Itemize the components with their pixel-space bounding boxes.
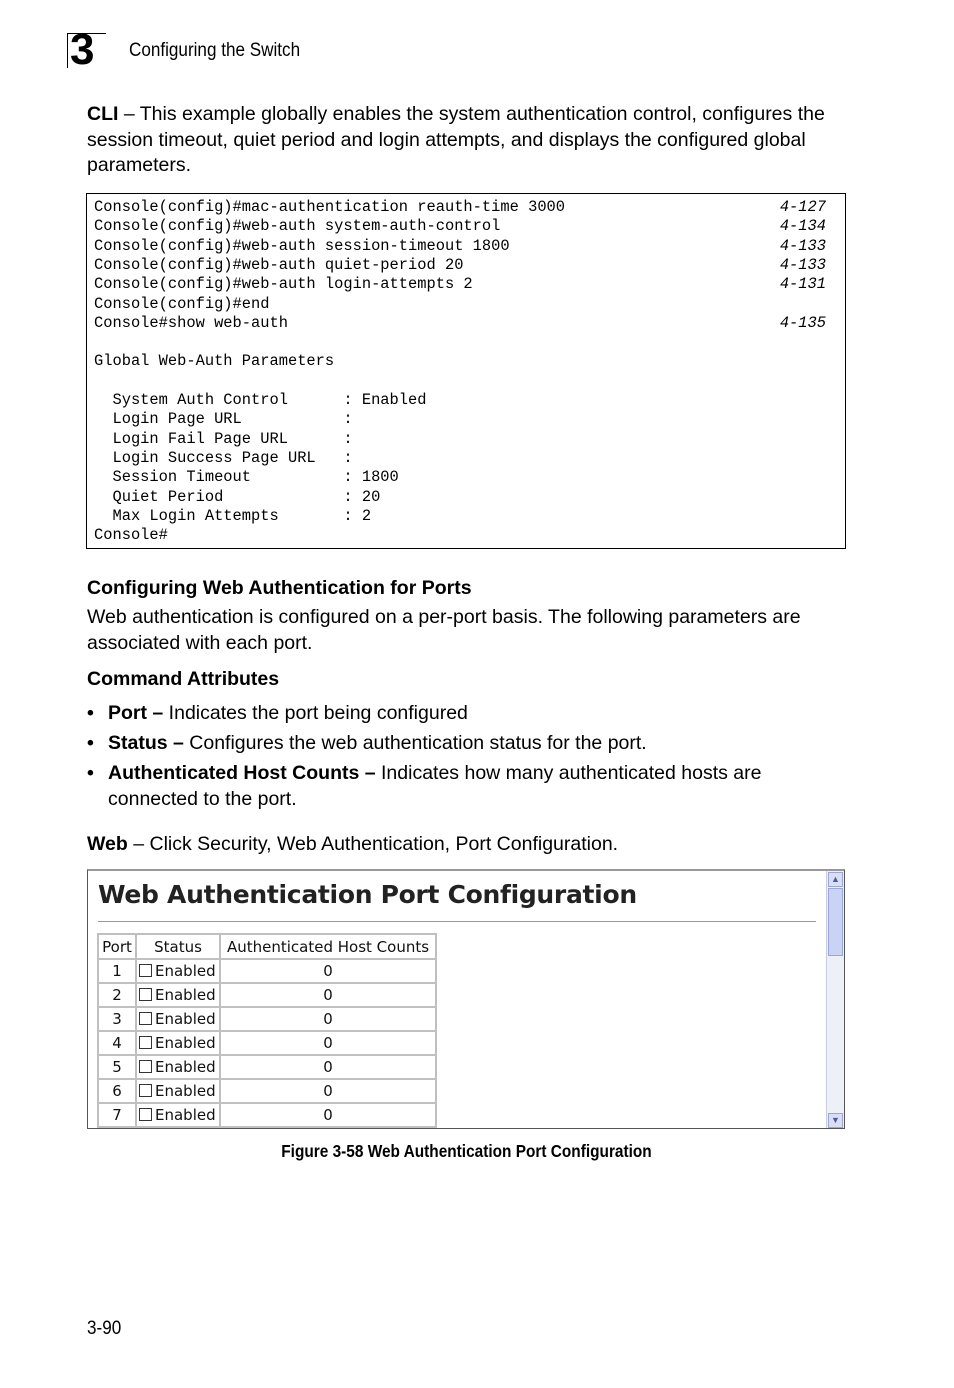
bullet-text <box>108 760 828 812</box>
host-count-cell: 0 <box>220 983 436 1007</box>
table-row <box>98 959 436 983</box>
enabled-label: Enabled <box>155 1106 216 1124</box>
scroll-down-button[interactable]: ▼ <box>828 1113 843 1128</box>
section-intro: Web authentication is configured on a per-port basis. The following parameters are associated with each port. <box>87 606 801 654</box>
code-command: Console(config)#web-auth login-attempts 2 <box>94 275 473 294</box>
command-attributes-heading: Command Attributes <box>87 668 280 690</box>
status-cell <box>136 983 220 1007</box>
code-command: Console#show web-auth <box>94 313 288 332</box>
code-line <box>94 217 834 236</box>
enabled-label: Enabled <box>155 986 216 1004</box>
code-command: Login Success Page URL : <box>94 448 353 467</box>
code-page-reference: 4-131 <box>779 275 826 294</box>
port-cell: 5 <box>98 1055 136 1079</box>
code-command: Console(config)#mac-authentication reauth-time 3000 <box>94 198 566 216</box>
code-command: Console# <box>94 526 168 545</box>
code-line <box>94 295 834 314</box>
code-line <box>94 507 834 526</box>
column-header-status: Status <box>136 934 220 959</box>
code-command: Global Web-Auth Parameters <box>94 352 335 371</box>
host-count-cell: 0 <box>220 1055 436 1079</box>
code-line <box>94 372 834 391</box>
code-command: Login Page URL : <box>94 410 353 429</box>
port-cell: 7 <box>98 1103 136 1127</box>
code-page-reference: 4-134 <box>779 217 826 236</box>
enabled-checkbox[interactable] <box>139 1012 152 1025</box>
table-row <box>98 1103 436 1127</box>
code-line <box>94 275 834 294</box>
code-line <box>94 488 834 507</box>
enabled-label: Enabled <box>155 1034 216 1052</box>
code-page-reference: 4-135 <box>779 313 826 332</box>
bullet-desc: Indicates the port being configured <box>163 702 468 724</box>
bullet-text <box>108 700 828 726</box>
code-command: Quiet Period : 20 <box>94 487 381 506</box>
vertical-scrollbar[interactable] <box>826 871 844 1129</box>
enabled-checkbox[interactable] <box>139 988 152 1001</box>
column-header-port: Port <box>98 934 136 959</box>
figure-caption <box>0 1141 932 1162</box>
code-line <box>94 198 834 217</box>
scroll-up-button[interactable]: ▲ <box>828 872 843 887</box>
code-line <box>94 391 834 410</box>
scroll-thumb[interactable] <box>828 888 843 956</box>
code-command: Console(config)#end <box>94 294 270 313</box>
host-count-cell: 0 <box>220 1079 436 1103</box>
code-line <box>94 314 834 333</box>
code-page-reference: 4-133 <box>779 255 826 274</box>
table-row <box>98 1079 436 1103</box>
cli-intro-paragraph <box>87 102 847 179</box>
code-line <box>94 352 834 371</box>
chapter-number: 3 <box>70 25 94 74</box>
host-count-cell: 0 <box>220 1031 436 1055</box>
enabled-checkbox[interactable] <box>139 964 152 977</box>
section-heading: Configuring Web Authentication for Ports <box>87 577 472 599</box>
code-line <box>94 526 834 545</box>
port-cell: 3 <box>98 1007 136 1031</box>
web-lead: Web <box>87 833 128 855</box>
code-command: Session Timeout : 1800 <box>94 468 399 487</box>
web-instruction <box>87 832 847 858</box>
table-header-row <box>98 934 436 959</box>
code-command: Console(config)#web-auth system-auth-control <box>94 217 501 236</box>
cli-lead: CLI <box>87 103 119 125</box>
port-cell: 1 <box>98 959 136 983</box>
web-auth-port-config-screenshot <box>87 869 845 1129</box>
enabled-label: Enabled <box>155 962 216 980</box>
enabled-checkbox[interactable] <box>139 1060 152 1073</box>
code-command: Login Fail Page URL : <box>94 429 353 448</box>
status-cell <box>136 1007 220 1031</box>
code-line <box>94 237 834 256</box>
code-line <box>94 333 834 352</box>
code-line <box>94 256 834 275</box>
enabled-checkbox[interactable] <box>139 1108 152 1121</box>
enabled-checkbox[interactable] <box>139 1036 152 1049</box>
column-header-host-counts: Authenticated Host Counts <box>220 934 436 959</box>
code-line <box>94 410 834 429</box>
enabled-label: Enabled <box>155 1010 216 1028</box>
host-count-cell: 0 <box>220 1007 436 1031</box>
table-row <box>98 1055 436 1079</box>
port-table <box>97 933 437 1128</box>
bullet-dot: • <box>87 732 94 754</box>
code-command: Max Login Attempts : 2 <box>94 506 372 525</box>
code-command: System Auth Control : Enabled <box>94 391 427 409</box>
port-cell: 4 <box>98 1031 136 1055</box>
enabled-label: Enabled <box>155 1058 216 1076</box>
bullet-desc: Configures the web authentication status for the port. <box>183 732 647 754</box>
host-count-cell: 0 <box>220 959 436 983</box>
port-cell: 2 <box>98 983 136 1007</box>
screen-title: Web Authentication Port Configuration <box>98 880 637 909</box>
code-line <box>94 449 834 468</box>
bullet-dot: • <box>87 702 94 724</box>
page-number: 3-90 <box>87 1318 122 1339</box>
code-command: Console(config)#web-auth quiet-period 20 <box>94 255 464 274</box>
figure-caption-text: Figure 3-58 Web Authentication Port Configuration <box>280 1141 652 1161</box>
cli-intro-text: – This example globally enables the system authentication control, configures the session timeout, quiet period and login attempts, and displays the configured global parameters. <box>87 103 825 176</box>
bullet-term: Authenticated Host Counts – <box>108 762 376 784</box>
code-line <box>94 468 834 487</box>
cli-code-block <box>86 193 846 549</box>
status-cell <box>136 1103 220 1127</box>
status-cell <box>136 1055 220 1079</box>
status-cell <box>136 959 220 983</box>
enabled-label: Enabled <box>155 1082 216 1100</box>
code-command: Console(config)#web-auth session-timeout 1800 <box>94 236 510 255</box>
code-line <box>94 430 834 449</box>
code-page-reference: 4-133 <box>779 236 826 255</box>
host-count-cell: 0 <box>220 1103 436 1127</box>
running-title: Configuring the Switch <box>129 40 301 61</box>
status-cell <box>136 1031 220 1055</box>
bullet-text <box>108 730 828 756</box>
bullet-desc: Indicates how many authenticated hosts are connected to the port. <box>108 762 762 810</box>
table-row <box>98 1007 436 1031</box>
bullet-term: Status – <box>108 732 184 754</box>
status-cell <box>136 1079 220 1103</box>
code-page-reference: 4-127 <box>779 198 826 216</box>
port-cell: 6 <box>98 1079 136 1103</box>
table-row <box>98 983 436 1007</box>
title-divider <box>98 921 816 922</box>
enabled-checkbox[interactable] <box>139 1084 152 1097</box>
web-instruction-text: – Click Security, Web Authentication, Port Configuration. <box>127 833 619 855</box>
table-row <box>98 1031 436 1055</box>
bullet-term: Port – <box>108 702 164 724</box>
bullet-dot: • <box>87 762 94 784</box>
